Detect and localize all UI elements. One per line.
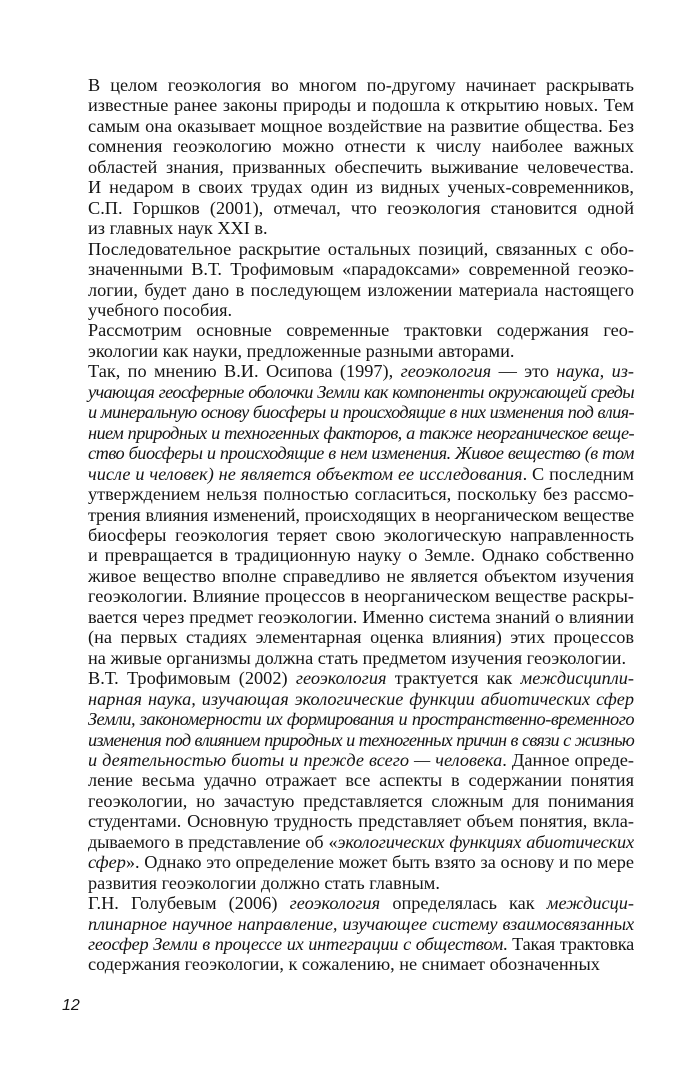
text-line xyxy=(62,177,634,197)
text-segment: логии, будет дано в последующем изложении материала настоящего xyxy=(88,279,634,300)
italic-segment: сфер xyxy=(88,852,126,873)
text-segment: из главных наук XXI в. xyxy=(88,218,268,239)
text-segment: и превращается в традиционную науку о Земле. Однако собственно xyxy=(88,545,634,566)
text-segment: значенными В.Т. Трофимовым «парадоксами» современной геоэко- xyxy=(88,259,634,280)
text-segment: областей знания, призванных обеспечить выживание человечества. xyxy=(88,156,634,177)
text-line xyxy=(62,934,634,954)
text-line xyxy=(62,689,634,709)
text-line xyxy=(62,586,634,606)
italic-segment: числе и человек) не является объектом ее исследования xyxy=(88,463,523,484)
text-line xyxy=(62,914,634,934)
text-segment: Рассмотрим основные современные трактовки содержания гео- xyxy=(88,320,634,341)
text-segment: . С последним xyxy=(522,463,635,484)
italic-segment: и деятельностью биоты и прежде всего — человека xyxy=(88,749,503,770)
italic-segment: нием природных и техногенных факторов, а также неорганическое веще- xyxy=(88,422,634,443)
text-line xyxy=(62,832,634,852)
text-line xyxy=(62,423,634,443)
text-segment: трения влияния изменений, происходящих в неорганическом веществе xyxy=(88,504,634,525)
text-line xyxy=(62,607,634,627)
italic-segment: геоэкология xyxy=(400,361,492,382)
text-segment: самым она оказывает мощное воздействие на развитие общества. Без xyxy=(88,115,634,136)
text-line xyxy=(62,136,634,156)
text-line xyxy=(62,116,634,136)
text-segment: . Данное опреде- xyxy=(502,749,635,770)
text-segment: Так, по мнению В.И. Осипова (1997), xyxy=(88,361,401,382)
text-segment: С.П. Горшков (2001), отмечал, что геоэкология становится одной xyxy=(88,197,634,218)
paragraph xyxy=(62,239,634,321)
italic-segment: ство биосферы и происходящие в нем изменения. Живое вещество (в том xyxy=(88,443,634,464)
text-segment: сомнения геоэкологию можно отнести к числу наиболее важных xyxy=(88,136,634,157)
text-line xyxy=(62,464,634,484)
text-line xyxy=(62,361,634,381)
text-line xyxy=(62,750,634,770)
text-line xyxy=(62,668,634,688)
text-line xyxy=(62,730,634,750)
italic-segment: изменения под влиянием природных и техногенных причин в связи с жизнью xyxy=(88,729,634,750)
text-line xyxy=(62,239,634,259)
italic-segment: наука, из- xyxy=(556,361,634,382)
text-segment: трактуется как xyxy=(386,668,521,689)
paragraph xyxy=(62,75,634,239)
text-line xyxy=(62,545,634,565)
body-text xyxy=(62,75,634,975)
text-line xyxy=(62,811,634,831)
text-line xyxy=(62,852,634,872)
text-line xyxy=(62,157,634,177)
text-segment: экологии как науки, предложенные разными авторами. xyxy=(88,340,515,361)
text-line xyxy=(62,770,634,790)
text-segment: определялась как xyxy=(380,893,547,914)
text-line xyxy=(62,484,634,504)
text-segment: студентами. Основную трудность представляет объем понятия, вкла- xyxy=(88,811,634,832)
text-line xyxy=(62,566,634,586)
text-line xyxy=(62,525,634,545)
italic-segment: экологических функциях абиотических xyxy=(337,831,634,852)
text-segment: развития геоэкологии должно стать главным. xyxy=(88,872,440,893)
italic-segment: Земли, закономерности их формирования и пространственно-временного xyxy=(88,709,634,730)
text-segment: содержания геоэкологии, к сожалению, не снимает обозначенных xyxy=(88,954,600,975)
text-segment: учебного пособия. xyxy=(88,299,233,320)
text-segment: утверждением нельзя полностью согласиться, поскольку без рассмо- xyxy=(88,484,634,505)
paragraph xyxy=(62,668,634,893)
text-line xyxy=(62,709,634,729)
text-segment: ». Однако это определение может быть взято за основу и по мере xyxy=(125,852,634,873)
text-segment: на живые организмы должна стать предметом изучения геоэкологии. xyxy=(88,647,627,668)
italic-segment: геоэкология xyxy=(289,893,381,914)
paragraph xyxy=(62,320,634,361)
italic-segment: плинарное научное направление, изучающее систему взаимосвязанных xyxy=(88,913,634,934)
text-line xyxy=(62,280,634,300)
text-segment: . Такая трактовка xyxy=(503,934,634,955)
text-segment: В целом геоэкология во многом по-другому начинает раскрывать xyxy=(88,75,634,95)
text-segment: известные ранее законы природы и подошла к открытию новых. Тем xyxy=(88,95,634,116)
text-line xyxy=(62,791,634,811)
text-line xyxy=(62,341,634,361)
text-segment: В.Т. Трофимовым (2002) xyxy=(88,668,296,689)
italic-segment: нарная наука, изучающая экологические функции абиотических сфер xyxy=(88,688,634,709)
italic-segment: геосфер Земли в процессе их интеграции с обществом xyxy=(88,934,504,955)
italic-segment: междисципли- xyxy=(520,668,634,689)
text-segment: живое вещество вполне справедливо не является объектом изучения xyxy=(88,565,634,586)
text-segment: вается через предмет геоэкологии. Именно система знаний о влиянии xyxy=(88,606,634,627)
paragraph xyxy=(62,893,634,975)
text-line xyxy=(62,198,634,218)
text-line xyxy=(62,627,634,647)
text-line xyxy=(62,75,634,95)
italic-segment: геоэкология xyxy=(295,668,387,689)
italic-segment: и минеральную основу биосферы и происходящие в них изменения под влия- xyxy=(88,402,634,423)
text-segment: геоэкологии. Влияние процессов в неорганическом веществе раскры- xyxy=(88,586,634,607)
text-line xyxy=(62,954,634,974)
text-segment: геоэкологии, но зачастую представляется сложным для понимания xyxy=(88,790,634,811)
text-segment: (на первых стадиях элементарная оценка влияния) этих процессов xyxy=(88,627,634,648)
text-line xyxy=(62,893,634,913)
text-line xyxy=(62,320,634,340)
text-line xyxy=(62,300,634,320)
italic-segment: междисци- xyxy=(546,893,634,914)
page-number: 12 xyxy=(62,997,80,1014)
text-segment: Последовательное раскрытие остальных позиций, связанных с обо- xyxy=(88,238,634,259)
text-line xyxy=(62,505,634,525)
text-line xyxy=(62,259,634,279)
text-line xyxy=(62,402,634,422)
text-line xyxy=(62,648,634,668)
text-line xyxy=(62,443,634,463)
paragraph xyxy=(62,361,634,668)
text-segment: Г.Н. Голубевым (2006) xyxy=(88,893,290,914)
text-line xyxy=(62,873,634,893)
italic-segment: учающая геосферные оболочки Земли как компоненты окружающей среды xyxy=(88,381,634,402)
text-line xyxy=(62,382,634,402)
text-segment: ление весьма удачно отражает все аспекты в содержании понятия xyxy=(88,770,634,791)
text-segment: дываемого в представление об « xyxy=(88,831,338,852)
text-line xyxy=(62,95,634,115)
text-segment: — это xyxy=(491,361,557,382)
text-segment: И недаром в своих трудах один из видных ученых-современников, xyxy=(88,177,634,198)
text-segment: биосферы геоэкология теряет свою экологическую направленность xyxy=(88,524,634,545)
text-line xyxy=(62,218,634,238)
